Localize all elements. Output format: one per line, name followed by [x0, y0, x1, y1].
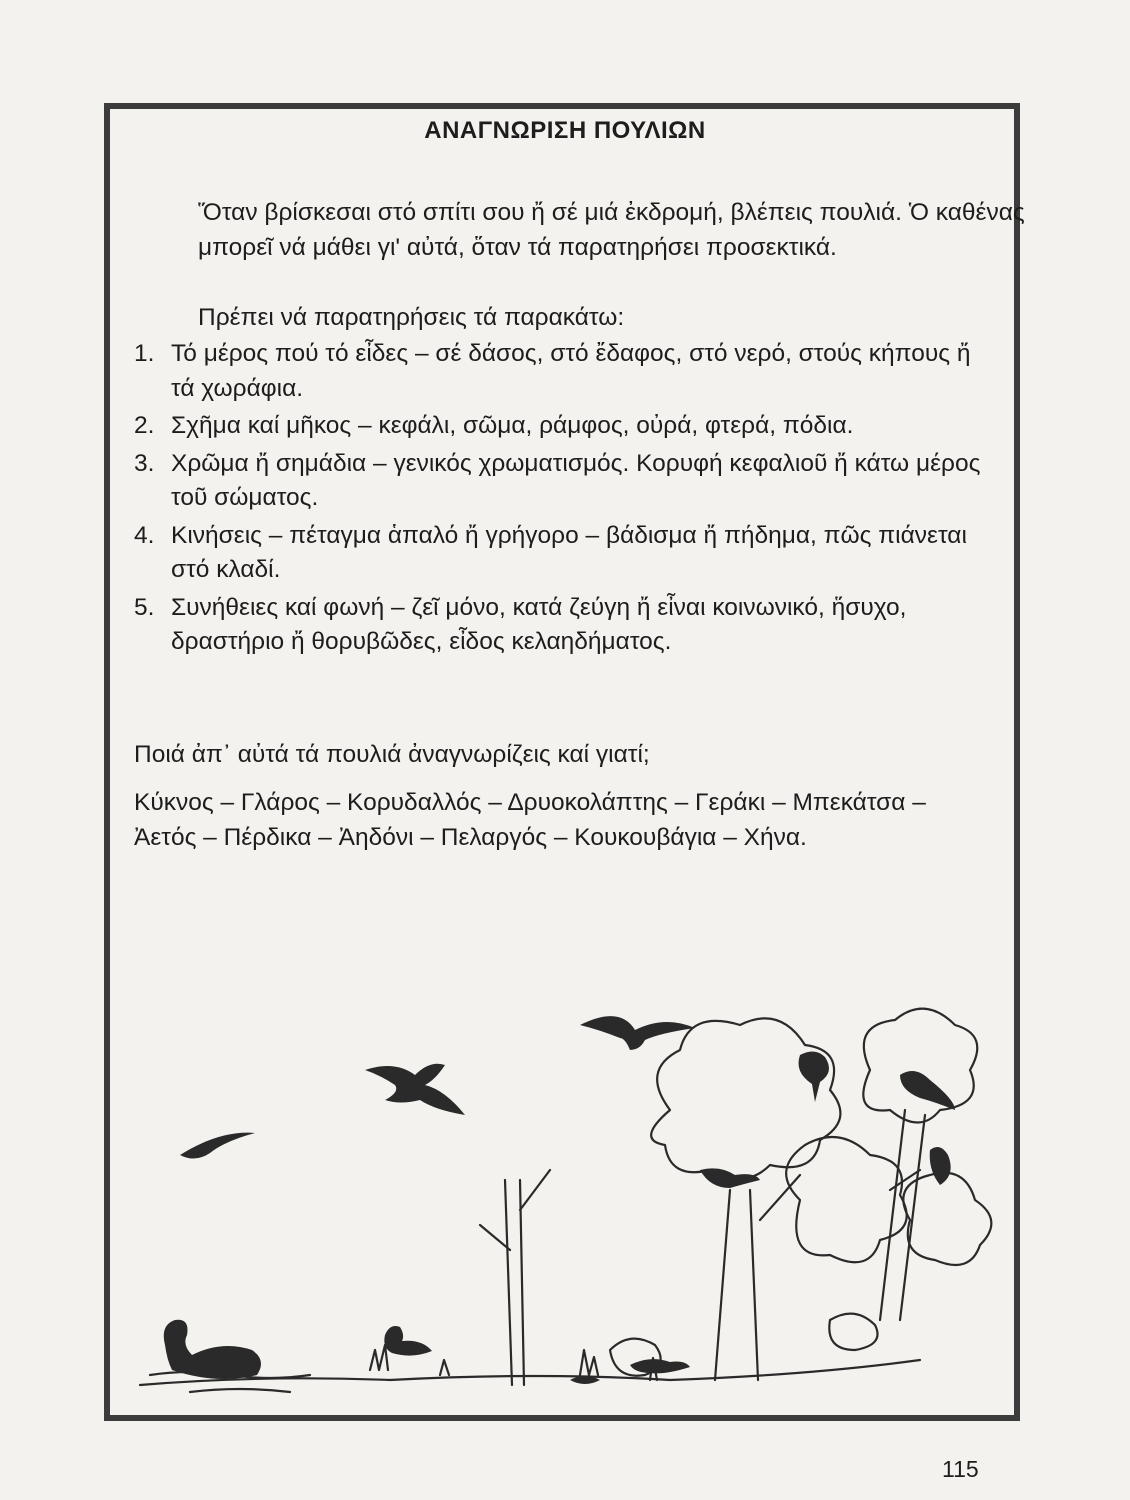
instruction-line — [134, 301, 1064, 336]
perched-bird-3 — [700, 1168, 760, 1188]
list-item — [134, 447, 1000, 516]
list-item — [134, 519, 1000, 588]
perched-bird-4 — [930, 1147, 951, 1185]
list-item — [134, 337, 1000, 406]
tall-bare-trunk — [505, 1180, 524, 1385]
tree-trunk-right — [880, 1110, 925, 1320]
list-item-number: 4. — [134, 521, 155, 549]
intro-paragraph — [134, 196, 1064, 265]
question-line: Ποιά ἀπ᾽ αὐτά τά πουλιά ἀναγνωρίζεις καί γιατί; — [134, 741, 650, 768]
flying-bird-top — [580, 1016, 695, 1050]
list-item-number: 2. — [134, 412, 155, 439]
branch — [480, 1170, 920, 1250]
observation-list — [134, 337, 1000, 663]
perched-bird-1 — [799, 1051, 830, 1102]
gliding-bird — [180, 1133, 255, 1159]
list-item-text: Τό μέρος πού τό εἶδες – σέ δάσος, στό ἔδαφος, στό νερό, στούς κήπους ἤ τά χωράφια. — [171, 340, 971, 402]
list-item — [134, 591, 1000, 660]
flying-bird-left — [365, 1064, 465, 1115]
list-item-text: Χρῶμα ἤ σημάδια – γενικός χρωματισμός. Κορυφή κεφαλιοῦ ἤ κάτω μέρος τοῦ σώματος. — [171, 449, 981, 511]
tree-canopy-left — [651, 1018, 840, 1179]
intro-paragraph-text: Ὅταν βρίσκεσαι στό σπίτι σου ἤ σέ μιά ἐκδρομή, βλέπεις πουλιά. Ὁ καθένας μπορεῖ νά μάθει γι' αὐτά, ὅταν τά παρατηρήσει προσεκτικά. — [198, 199, 1025, 261]
list-item-text: Κινήσεις – πέταγμα ἁπαλό ἤ γρήγορο – βάδισμα ἤ πήδημα, πῶς πιάνεται στό κλαδί. — [171, 521, 967, 583]
page-number: 115 — [942, 1456, 979, 1482]
tree-trunk — [715, 1190, 758, 1380]
birds-illustration — [110, 990, 1010, 1410]
list-item — [134, 409, 1000, 444]
instruction-text: Πρέπει νά παρατηρήσεις τά παρακάτω: — [198, 304, 625, 331]
list-item-number: 5. — [134, 593, 155, 621]
list-item-text: Σχῆμα καί μῆκος – κεφάλι, σῶμα, ράμφος, οὐρά, φτερά, πόδια. — [171, 412, 854, 439]
swan — [164, 1320, 261, 1379]
tree-canopy-right — [863, 1009, 977, 1123]
list-item-number: 3. — [134, 449, 155, 477]
list-item-number: 1. — [134, 340, 155, 367]
list-item-text: Συνήθειες καί φωνή – ζεῖ μόνο, κατά ζεύγη ἤ εἶναι κοινωνικό, ἥσυχο, δραστήριο ἤ θορυβῶδες, εἶδος κελαηδήματος. — [171, 593, 907, 655]
page-title: ΑΝΑΓΝΩΡΙΣΗ ΠΟΥΛΙΩΝ — [424, 117, 706, 144]
ground-bird-1 — [630, 1359, 690, 1373]
perched-bird-2 — [900, 1071, 955, 1110]
bird-name-list: Κύκνος – Γλάρος – Κορυδαλλός – Δρυοκολάπτης – Γεράκι – Μπεκάτσα – Ἀετός – Πέρδικα – Ἀηδόνι – Πελαργός – Κουκουβάγια – Χήνα. — [134, 789, 926, 851]
duck — [384, 1326, 432, 1356]
